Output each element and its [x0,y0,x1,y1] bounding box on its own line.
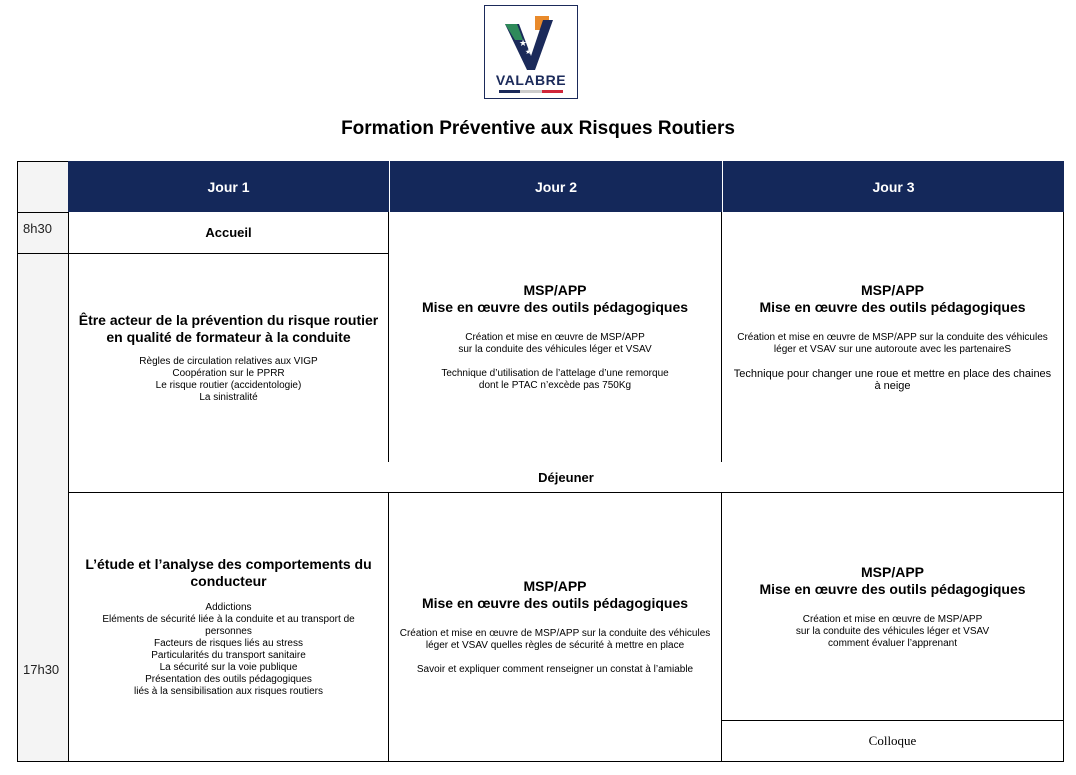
colloque-label: Colloque [868,733,917,748]
svg-text:★: ★ [519,39,528,49]
svg-text:★: ★ [525,48,532,56]
day2-afternoon-text: léger et VSAV quelles règles de sécurité à mettre en place [425,640,685,651]
day1-afternoon-title-2: conducteur [190,573,267,589]
day1-afternoon-item: personnes [205,626,252,637]
day2-afternoon-text: Savoir et expliquer comment renseigner un constat à l’amiable [416,664,694,675]
colloque-cell [722,721,1064,762]
day1-afternoon-item: Particularités du transport sanitaire [151,650,306,661]
day1-afternoon-item: Addictions [205,602,252,613]
day3-afternoon-text: Création et mise en œuvre de MSP/APP [802,613,983,625]
day3-morning-text: léger et VSAV sur une autoroute avec les partenaireS [773,344,1012,355]
day3-morning-text: Création et mise en œuvre de MSP/APP sur la conduite des véhicules [737,332,1048,343]
day3-morning-text: à neige [874,380,911,392]
day3-morning-title-2: Mise en œuvre des outils pédagogiques [759,299,1026,315]
day3-afternoon-text: comment évaluer l’apprenant [828,637,957,649]
page-title: Formation Préventive aux Risques Routiers [341,118,735,139]
day1-accueil-cell [68,212,389,254]
day2-afternoon-title-2: Mise en œuvre des outils pédagogiques [421,595,689,611]
day1-afternoon-item: La sécurité sur la voie publique [159,662,298,673]
time-start: 8h30 [23,221,52,236]
day3-afternoon-title-2: Mise en œuvre des outils pédagogiques [759,580,1026,597]
day3-afternoon-title-1: MSP/APP [860,563,924,580]
day2-afternoon-cell [389,493,722,762]
day2-afternoon-text: Création et mise en œuvre de MSP/APP sur la conduite des véhicules [399,628,711,639]
day1-afternoon-item: liés à la sensibilisation aux risques routiers [134,686,323,697]
day3-morning-cell [722,212,1064,462]
day2-morning-title-1: MSP/APP [523,282,587,298]
day1-afternoon-item: Eléments de sécurité liée à la conduite et au transport de [102,614,355,625]
day3-morning-text: Technique pour changer une roue et mettre en place des chaines [733,368,1052,380]
time-divider [17,253,68,254]
day1-morning-item: La sinistralité [199,392,258,403]
day1-morning-item: Le risque routier (accidentologie) [155,380,302,391]
day2-morning-text: Technique d’utilisation de l’attelage d’une remorque [441,368,669,379]
day3-afternoon-text: sur la conduite des véhicules léger et VSAV [795,625,990,637]
day3-afternoon-cell [722,493,1064,721]
dejeuner-row [68,462,1064,493]
logo-text: VALABRE [495,72,567,88]
accueil-label: Accueil [205,225,252,240]
day1-morning-item: Coopération sur le PPRR [172,368,285,379]
day2-morning-text: Création et mise en œuvre de MSP/APP [465,332,645,343]
day3-morning-title-1: MSP/APP [860,282,924,298]
day2-morning-cell [389,212,722,462]
day2-morning-text: sur la conduite des véhicules léger et VSAV [458,344,652,355]
day1-afternoon-cell [68,493,389,762]
time-end: 17h30 [23,662,60,677]
header-day-2: Jour 2 [389,161,722,212]
day2-morning-text: dont le PTAC n’excède pas 750Kg [478,380,632,391]
header-day-1: Jour 1 [68,161,389,212]
day1-morning-title-2: en qualité de formateur à la conduite [106,329,351,345]
day1-afternoon-item: Présentation des outils pédagogiques [145,674,312,685]
header-day-3: Jour 3 [722,161,1064,212]
day2-morning-title-2: Mise en œuvre des outils pédagogiques [421,299,689,315]
day1-morning-cell [68,254,389,462]
day1-afternoon-item: Facteurs de risques liés au stress [154,638,303,649]
day1-morning-item: Règles de circulation relatives aux VIGP [139,356,318,367]
corner-cell [17,161,68,212]
dejeuner-label: Déjeuner [538,469,594,485]
day1-morning-title-1: Être acteur de la prévention du risque routier [78,312,379,328]
day2-afternoon-title-1: MSP/APP [523,578,587,594]
time-column [17,212,68,762]
day1-afternoon-title-1: L’étude et l’analyse des comportements du [85,556,372,572]
